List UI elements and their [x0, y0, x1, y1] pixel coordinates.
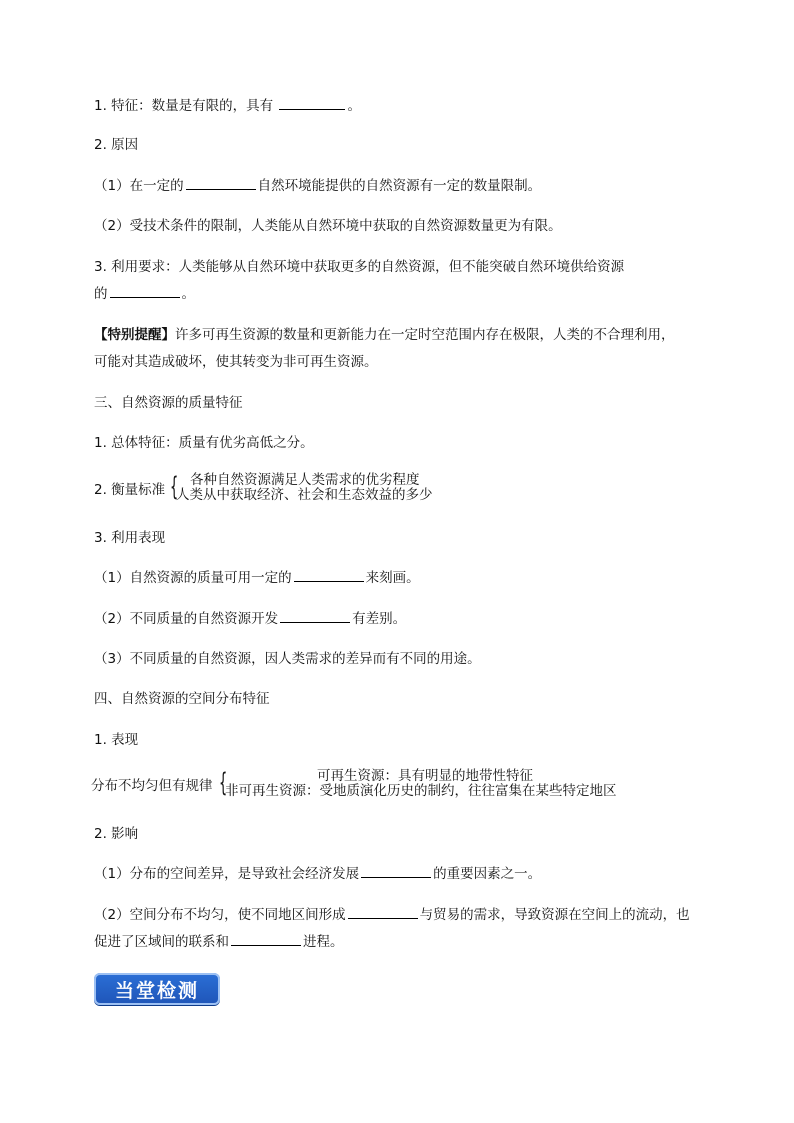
impact-heading: 2. 影响 [94, 826, 139, 842]
fill-blank[interactable] [186, 177, 256, 190]
reason-heading: 2. 原因 [94, 137, 139, 153]
fill-blank[interactable] [280, 610, 350, 623]
usage-requirement-cont: 的 。 [94, 286, 195, 302]
fill-blank[interactable] [231, 933, 301, 946]
fill-blank[interactable] [348, 906, 418, 919]
feature-line: 1. 特征：数量是有限的，具有 。 [94, 98, 361, 114]
usage-requirement: 3. 利用要求：人类能够从自然环境中获取更多的自然资源，但不能突破自然环境供给资源 [94, 259, 625, 275]
brace-icon: { [219, 768, 228, 798]
brace-icon: { [170, 472, 179, 502]
impact-1: （1）分布的空间差异，是导致社会经济发展 的重要因素之一。 [94, 866, 542, 882]
usage-2: （2）不同质量的自然资源开发 有差别。 [94, 611, 407, 627]
reason-2: （2）受技术条件的限制，人类能从自然环境中获取的自然资源数量更为有限。 [94, 218, 562, 234]
special-tip: 【特别提醒】许多可再生资源的数量和更新能力在一定时空范围内存在极限，人类的不合理利用， [94, 327, 675, 343]
impact-2: （2）空间分布不均匀，使不同地区间形成 与贸易的需求，导致资源在空间上的流动，也 [94, 907, 690, 923]
fill-blank[interactable] [361, 865, 431, 878]
section-4-heading: 四、自然资源的空间分布特征 [94, 691, 270, 707]
fill-blank[interactable] [279, 97, 345, 110]
fill-blank[interactable] [110, 285, 180, 298]
usage-heading: 3. 利用表现 [94, 530, 166, 546]
reason-1: （1）在一定的 自然环境能提供的自然资源有一定的数量限制。 [94, 178, 542, 194]
distribution-heading: 1. 表现 [94, 732, 139, 748]
special-tip-cont: 可能对其造成破坏，使其转变为非可再生资源。 [94, 354, 378, 370]
quality-overall: 1. 总体特征：质量有优劣高低之分。 [94, 435, 314, 451]
usage-3: （3）不同质量的自然资源，因人类需求的差异而有不同的用途。 [94, 651, 481, 667]
usage-1: （1）自然资源的质量可用一定的 来刻画。 [94, 570, 420, 586]
impact-2-cont: 促进了区域间的联系和 进程。 [94, 934, 344, 950]
section-3-heading: 三、自然资源的质量特征 [94, 395, 243, 411]
fill-blank[interactable] [294, 569, 364, 582]
in-class-test-badge: 当堂检测 [94, 973, 220, 1005]
